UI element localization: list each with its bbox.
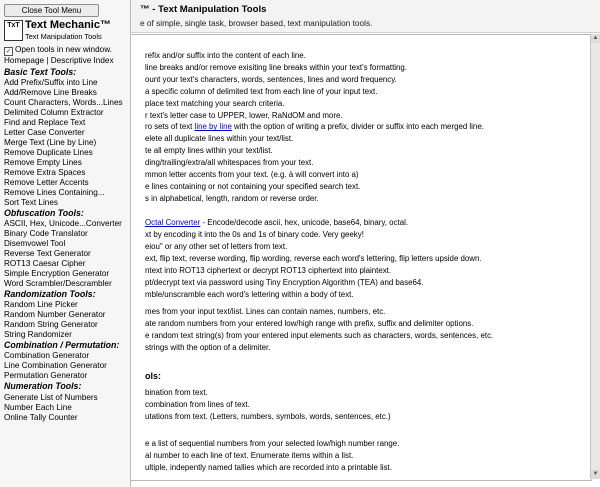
content-line: xt by encoding it into the 0s and 1s of binary code. Very geeky! [145, 230, 364, 239]
content-line: s in alphabetical, length, random or reverse order. [145, 193, 319, 203]
content-line: Octal Converter - Encode/decode ascii, hex, unicode, base64, binary, octal. [145, 218, 409, 227]
scroll-down-arrow-icon[interactable]: ▼ [592, 471, 599, 477]
menu-tool-link[interactable]: Reverse Text Generator [4, 249, 91, 258]
checkbox-label: Open tools in new window. [15, 45, 112, 54]
menu-tool-link[interactable]: Remove Empty Lines [4, 158, 82, 167]
content-line: ntext into ROT13 ciphertext or decrypt ROT13 ciphertext into plaintext. [145, 265, 392, 275]
menu-tool-link[interactable]: ROT13 Caesar Cipher [4, 258, 86, 268]
content-line: al number to each line of text. Enumerate items within a list. [145, 451, 354, 460]
menu-section-heading: Randomization Tools: [4, 288, 96, 299]
menu-tool-link[interactable]: Remove Letter Accents [4, 177, 89, 187]
tool-menu-panel [0, 0, 131, 487]
content-line: ate random numbers from your entered low/high range with prefix, suffix and delimiter options. [145, 319, 474, 328]
menu-tool-link[interactable]: Binary Code Translator [4, 229, 88, 239]
menu-section-heading: Basic Text Tools: [4, 67, 77, 77]
content-line: line breaks and/or remove exisiting line breaks within your text's formatting. [145, 62, 408, 72]
content-line: ount your text's characters, words, sentences, lines and word frequency. [145, 74, 397, 84]
menu-tool-link[interactable]: Combination Generator [4, 351, 90, 361]
scroll-up-arrow-icon[interactable]: ▲ [592, 35, 599, 41]
page-title: ™ - Text Manipulation Tools [140, 4, 267, 15]
vertical-scrollbar[interactable] [590, 34, 600, 479]
content-line: refix and/or suffix into the content of each line. [145, 51, 306, 60]
content-line: utations from text. (Letters, numbers, symbols, words, sentences, etc.) [145, 412, 391, 421]
octal-converter-link[interactable]: Octal Converter [145, 218, 201, 227]
menu-tool-link[interactable]: Word Scrambler/Descrambler [4, 278, 112, 288]
homepage-link[interactable]: Homepage [4, 56, 45, 65]
menu-tool-link[interactable]: Merge Text (Line by Line) [4, 138, 97, 148]
menu-tool-link[interactable]: Find and Replace Text [4, 118, 86, 128]
open-new-window-option[interactable] [4, 45, 112, 56]
link-separator: | [46, 56, 49, 65]
content-line: r text's letter case to UPPER, lower, RaNdOM and more. [145, 110, 343, 120]
content-line: te all empty lines within your text/list. [145, 146, 273, 156]
content-line: bination from text. [145, 388, 208, 397]
content-line: mmon letter accents from your text. (e.g. à will convert into a) [145, 170, 359, 179]
menu-tool-link[interactable]: Delimited Column Extractor [4, 108, 104, 118]
menu-tool-link[interactable]: Random String Generator [4, 320, 98, 330]
close-tool-menu-button[interactable]: Close Tool Menu [4, 4, 99, 17]
checkbox-checked-icon[interactable]: ✓ [5, 48, 12, 55]
menu-tool-link[interactable]: ASCII, Hex, Unicode...Converter [4, 219, 122, 229]
menu-tool-link[interactable]: Count Characters, Words...Lines [4, 98, 123, 108]
content-line: pt/decrypt text via password using Tiny Encryption Algorithm (TEA) and base64. [145, 277, 424, 287]
menu-tool-link[interactable]: Letter Case Converter [4, 128, 85, 138]
menu-tool-link[interactable]: Permutation Generator [4, 371, 88, 381]
text-mechanic-logo-icon: TxT [4, 20, 23, 41]
menu-tool-link[interactable]: Generate List of Numbers [4, 392, 98, 402]
content-line: mble/unscramble each word's lettering within a body of text. [145, 289, 354, 299]
menu-tool-link[interactable]: Random Number Generator [4, 310, 106, 320]
app-name: Text Mechanic™ [25, 19, 111, 31]
app-tagline: Text Manipulation Tools [25, 32, 102, 41]
menu-tool-link[interactable]: Remove Lines Containing... [4, 187, 105, 197]
menu-links [4, 56, 114, 65]
content-line: strings with the option of a delimiter. [145, 343, 271, 352]
descriptive-index-link[interactable]: Descriptive Index [50, 56, 114, 65]
menu-tool-link[interactable]: Line Combination Generator [4, 361, 107, 371]
menu-tool-link[interactable]: Add/Remove Line Breaks [4, 88, 97, 98]
content-line: eiou" or any other set of letters from text. [145, 241, 288, 251]
menu-tool-link[interactable]: Number Each Line [4, 402, 72, 412]
tool-index-content [128, 34, 592, 481]
menu-section-heading: Combination / Permutation: [4, 340, 120, 350]
content-line: combination from lines of text. [145, 400, 250, 409]
menu-tool-link[interactable]: Remove Duplicate Lines [4, 148, 93, 158]
menu-tool-link[interactable]: Disemvowel Tool [4, 239, 66, 249]
menu-tool-link[interactable]: Simple Encryption Generator [4, 268, 110, 278]
menu-tool-link[interactable]: Remove Extra Spaces [4, 167, 86, 177]
content-line: e lines containing or not containing your specified search text. [145, 181, 361, 191]
menu-tool-link[interactable]: String Randomizer [4, 330, 72, 340]
content-line: ding/trailing/extra/all whitespaces from your text. [145, 158, 314, 168]
menu-section-heading: Numeration Tools: [4, 381, 82, 392]
menu-tool-link[interactable]: Sort Text Lines [4, 197, 59, 207]
menu-section-heading: Obfuscation Tools: [4, 207, 84, 218]
line-by-line-link[interactable]: line by line [194, 122, 232, 132]
content-line: elete all duplicate lines within your text/list. [145, 134, 294, 144]
menu-tool-link[interactable]: Online Tally Counter [4, 412, 78, 422]
content-line: mes from your input text/list. Lines can contain names, numbers, etc. [145, 307, 386, 316]
content-line: e random text string(s) from your entered input elements such as characters, words, sentences, etc. [145, 331, 494, 340]
content-line: a specific column of delimited text from each line of your input text. [145, 86, 378, 96]
content-line: place text matching your search criteria. [145, 98, 285, 108]
page-subtitle: e of simple, single task, browser based, text manipulation tools. [140, 18, 373, 28]
section-heading-combination: ols: [145, 371, 162, 381]
content-line: ext, flip text, reverse wording, flip wording, reverse each word's lettering, flip letters upside down. [145, 253, 482, 263]
menu-tool-link[interactable]: Random Line Picker [4, 300, 78, 310]
menu-tool-link[interactable]: Add Prefix/Suffix into Line [4, 78, 98, 88]
content-line: ultiple, indepently named tallies which are recorded into a printable list. [145, 463, 392, 472]
content-line: ro sets of text line by line with the option of writing a prefix, divider or suffix into each merged line. [145, 122, 484, 132]
content-line: e a list of sequential numbers from your selected low/high number range. [145, 439, 400, 448]
